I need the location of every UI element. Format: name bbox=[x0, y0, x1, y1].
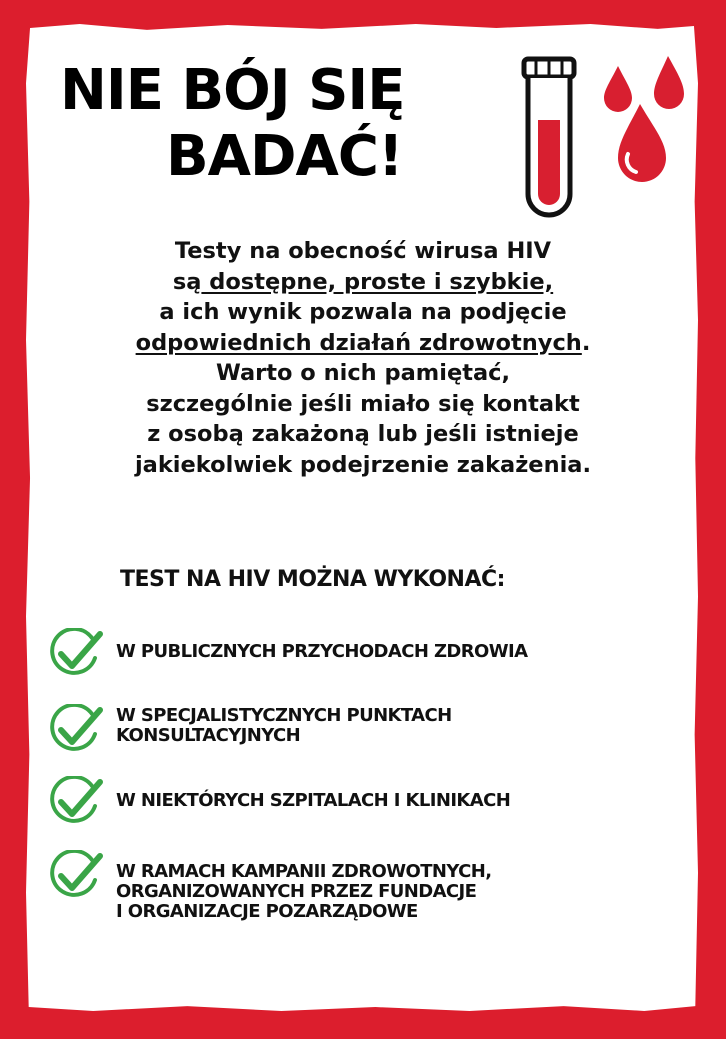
list-item-text bbox=[116, 862, 491, 922]
intro-line-2-start: są bbox=[172, 268, 202, 295]
intro-line-2 bbox=[70, 267, 656, 298]
intro-line-5: Warto o nich pamiętać, bbox=[215, 360, 511, 386]
checkmark-circle-icon bbox=[48, 850, 104, 902]
title-line-2: BADAĆ! bbox=[166, 124, 403, 189]
list-item-text bbox=[116, 642, 527, 662]
intro-line-3: a ich wynik pozwala na podjęcie bbox=[159, 299, 567, 325]
checkmark-circle-icon bbox=[48, 776, 104, 828]
list-item-line: W NIEKTÓRYCH SZPITALACH I KLINIKACH bbox=[116, 790, 511, 811]
section-heading: TEST NA HIV MOŻNA WYKONAĆ: bbox=[120, 567, 505, 592]
list-item-line: I ORGANIZACJE POZARZĄDOWE bbox=[116, 901, 418, 922]
list-item-line: ORGANIZOWANYCH PRZEZ FUNDACJE bbox=[116, 881, 477, 902]
intro-underlined-phrase-1: dostępne, proste i szybkie, bbox=[201, 268, 554, 295]
intro-paragraph bbox=[70, 236, 656, 480]
list-item-text bbox=[116, 706, 452, 746]
intro-underlined-phrase-2: odpowiednich działań zdrowotnych bbox=[135, 329, 582, 356]
intro-line-8: jakiekolwiek podejrzenie zakażenia. bbox=[134, 451, 592, 478]
intro-line-7: z osobą zakażoną lub jeśli istnieje bbox=[147, 421, 579, 447]
test-tube-icon bbox=[518, 56, 580, 224]
intro-line-4 bbox=[70, 328, 656, 359]
list-item-line: W PUBLICZNYCH PRZYCHODACH ZDROWIA bbox=[116, 641, 528, 662]
intro-line-4-end: . bbox=[581, 329, 591, 356]
checkmark-circle-icon bbox=[48, 628, 104, 680]
list-item-line: W RAMACH KAMPANII ZDROWOTNYCH, bbox=[116, 861, 492, 882]
list-item-text bbox=[116, 791, 510, 811]
checkmark-circle-icon bbox=[48, 704, 104, 756]
list-item-line: KONSULTACYJNYCH bbox=[116, 725, 301, 746]
intro-line-1: Testy na obecność wirusa HIV bbox=[174, 238, 552, 264]
blood-drops-icon bbox=[600, 52, 695, 192]
list-item-line: W SPECJALISTYCZNYCH PUNKTACH bbox=[116, 705, 452, 726]
title-line-1: NIE BÓJ SIĘ bbox=[60, 58, 405, 123]
intro-line-6: szczególnie jeśli miało się kontakt bbox=[146, 390, 580, 417]
page-title bbox=[60, 58, 510, 190]
